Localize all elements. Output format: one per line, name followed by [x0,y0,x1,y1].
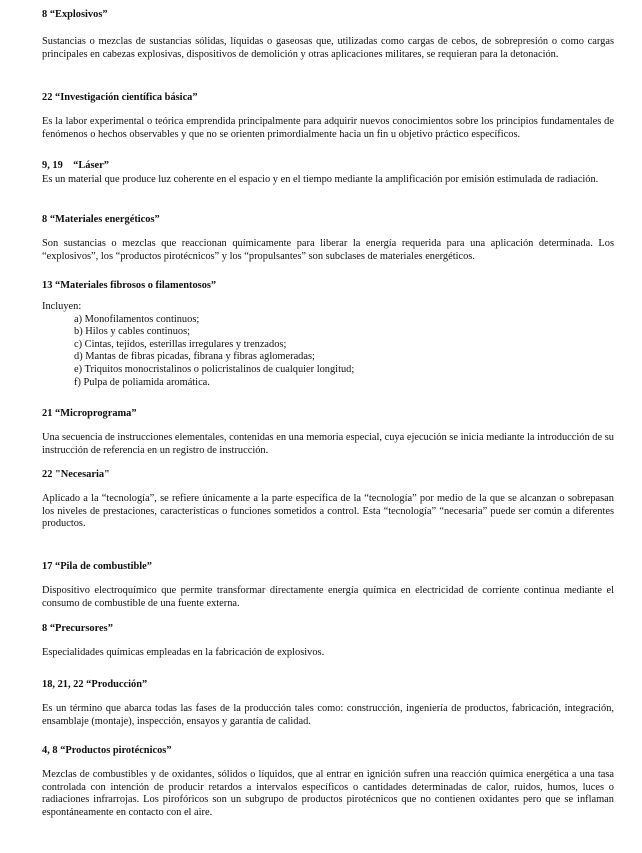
glossary-entry-necesaria [42,468,614,531]
list-item: f) Pulpa de poliamida aromática. [74,376,210,388]
entry-reference: 8 [42,623,48,634]
entry-reference: 9, 19 [42,160,63,171]
glossary-entry-laser [42,159,614,187]
entry-heading [42,407,614,420]
entry-reference: 22 [42,92,53,103]
entry-term: “Pila de combustible” [55,561,152,572]
entry-heading [42,678,614,691]
entry-heading [42,744,614,757]
entry-term: “Materiales fibrosos o filamentosos” [55,280,217,291]
entry-definition: Mezclas de combustibles y de oxidantes, sólidos o líquidos, que al entrar en ignición sufren una reacción química energética a una tasa controlada con intención de producir retardos a intervalos específicos o cantidades determinadas de calor, ruidos, humos, luces o radiaciones infrarrojas. Los pirofóricos son un subgrupo de productos pirotécnicos que no contienen oxidantes pero que se inflaman espontáneamente en contacto con el aire. [42,769,614,818]
list-item: e) Triquitos monocristalinos o policristalinos de cualquier longitud; [74,363,355,375]
entry-term: “Láser” [73,160,109,171]
entry-definition: Es la labor experimental o teórica emprendida principalmente para adquirir nuevos conocimientos sobre los principios fundamentales de fenómenos o hechos observables y que no se orienten primordialmente hacia un fin u objetivo práctico específicos. [42,116,614,140]
entry-definition: Es un término que abarca todas las fases de la producción tales como: construcción, ingeniería de productos, fabricación, integración, ensamblaje (montaje), inspección, ensayos y garantía de calidad. [42,703,614,727]
entry-heading [42,159,614,172]
glossary-entry-precursores [42,622,614,660]
entry-heading [42,622,614,635]
glossary-entry-productos-pirotecnicos [42,744,614,819]
entry-definition: Aplicado a la “tecnología”, se refiere únicamente a la parte específica de la “tecnología” por medio de la que se alcanzan o sobrepasan los niveles de prestaciones, características o funciones sometidos a control. Esta “tecnología” “necesaria” puede ser común a diferentes productos. [42,493,614,530]
list-item: b) Hilos y cables continuos; [74,326,191,338]
entry-heading [42,560,614,573]
entry-heading [42,213,614,226]
glossary-entry-produccion [42,678,614,728]
entry-reference: 8 [42,9,48,20]
list-item: c) Cintas, tejidos, esterillas irregulares y trenzados; [74,338,287,350]
list-item: d) Mantas de fibras picadas, fibrana y fibras aglomeradas; [74,351,315,363]
glossary-entry-pila-de-combustible [42,560,614,610]
entry-heading [42,8,614,21]
glossary-entry-materiales-fibrosos [42,279,614,389]
entry-definition: Son sustancias o mezclas que reaccionan químicamente para liberar la energía requerida para una aplicación determinada. Los “explosivos”, los “productos pirotécnicos” y los “propulsantes” son subclases de materiales energéticos. [42,238,614,262]
fiber-type-list [42,314,614,390]
entry-reference: 8 [42,214,48,225]
entry-heading [42,279,614,292]
entry-term: “Precursores” [49,623,113,634]
entry-heading [42,468,614,481]
entry-term: “Materiales energéticos” [49,214,160,225]
entry-term: "Necesaria" [55,469,110,480]
entry-term: “Productos pirotécnicos” [60,745,172,756]
entry-term: “Microprograma” [55,408,137,419]
entry-definition: Una secuencia de instrucciones elementales, contenidas en una memoria especial, cuya ejecución se inicia mediante la introducción de su instrucción de referencia en un registro de instrucción. [42,432,614,456]
glossary-entry-explosivos [42,8,614,61]
entry-reference: 13 [42,280,53,291]
entry-term: “Investigación científica básica” [55,92,198,103]
entry-heading [42,91,614,104]
entry-reference: 17 [42,561,53,572]
entry-reference: 21 [42,408,53,419]
entry-term: “Producción” [86,679,148,690]
entry-definition: Dispositivo electroquímico que permite transformar directamente energía química en electricidad de corriente continua mediante el consumo de combustible de una fuente externa. [42,585,614,609]
entry-definition: Especialidades químicas empleadas en la fabricación de explosivos. [42,647,325,658]
entry-intro: Incluyen: [42,301,82,312]
glossary-entry-materiales-energeticos [42,213,614,263]
entry-term: “Explosivos” [49,9,108,20]
glossary-entry-microprograma [42,407,614,457]
entry-reference: 22 [42,469,53,480]
entry-reference: 4, 8 [42,745,58,756]
entry-reference: 18, 21, 22 [42,679,84,690]
entry-definition: Sustancias o mezclas de sustancias sólidas, líquidas o gaseosas que, utilizadas como cargas de cebos, de sobrepresión o como cargas principales en cabezas explosivas, dispositivos de demolición y otras aplicaciones militares, se requieran para la detonación. [42,36,614,60]
glossary-entry-investigacion [42,91,614,141]
entry-definition: Es un material que produce luz coherente en el espacio y en el tiempo mediante la amplificación por emisión estimulada de radiación. [42,174,599,185]
list-item: a) Monofilamentos continuos; [74,313,200,325]
